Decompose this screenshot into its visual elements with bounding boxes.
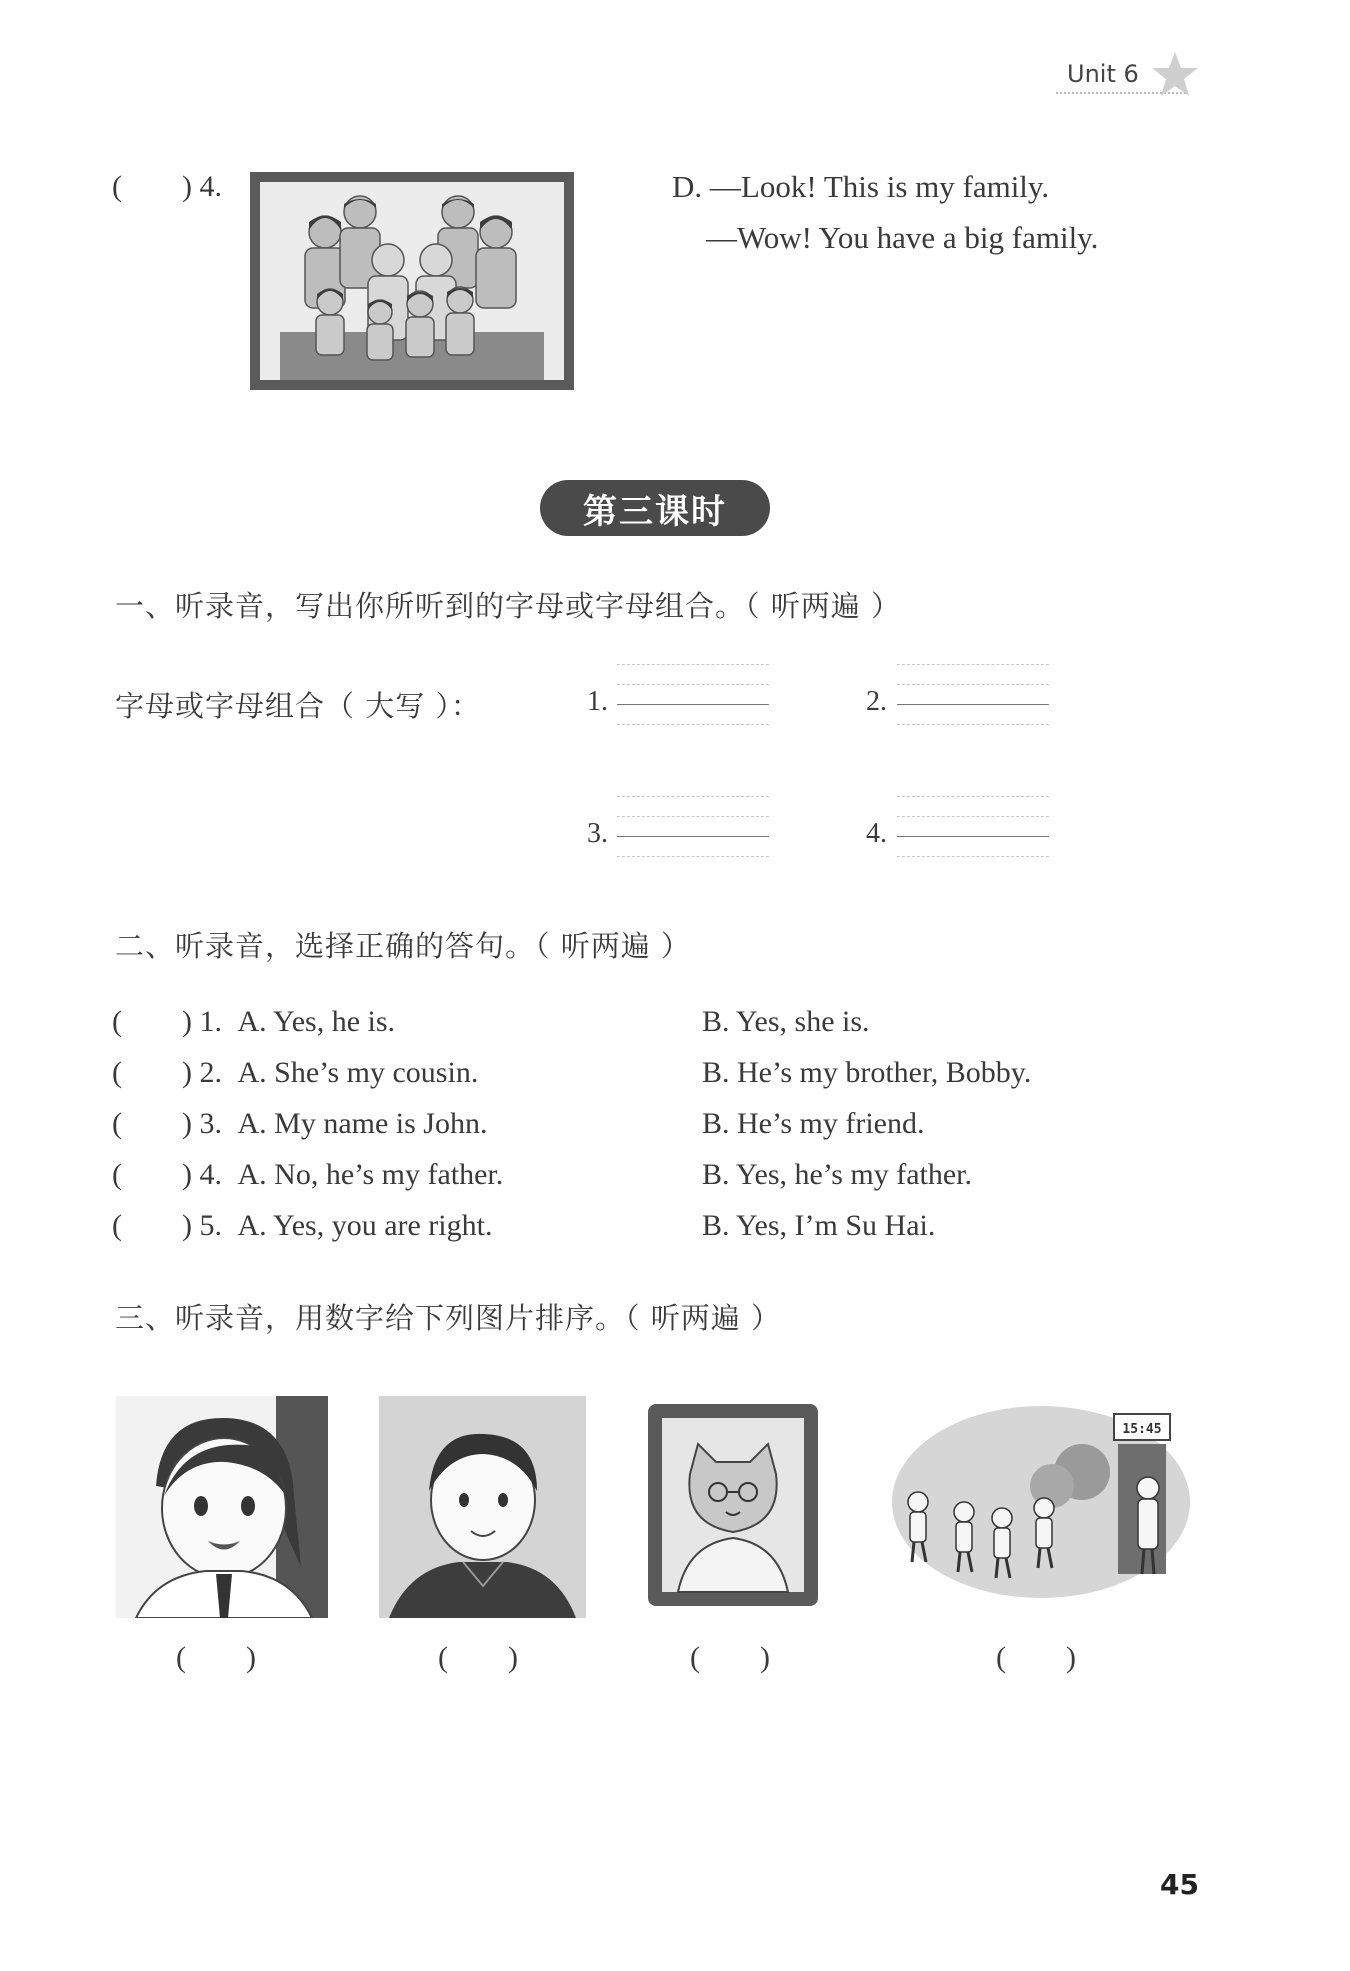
page-number: 45 xyxy=(1160,1868,1199,1901)
lesson-title: 第三课时 xyxy=(540,480,770,536)
section-2-title: 二、听录音，选择正确的答句。（ 听两遍 ） xyxy=(115,929,691,963)
blank-2-writing-lines[interactable] xyxy=(897,645,1049,725)
section-1-title: 一、听录音，写出你所听到的字母或字母组合。（ 听两遍 ） xyxy=(115,589,901,623)
dialog-line-1: —Look! This is my family. xyxy=(709,169,1050,204)
choice-item xyxy=(112,996,1112,1047)
question-4-number: ( ) 4. xyxy=(112,170,222,203)
choice-option-a: A. Yes, he is. xyxy=(237,1005,396,1038)
answer-blank-3[interactable]: ( ) xyxy=(690,1641,770,1674)
unit-label: Unit 6 xyxy=(1067,60,1139,88)
blank-4-writing-lines[interactable] xyxy=(897,777,1049,857)
picture-girl xyxy=(116,1396,328,1618)
choice-option-a: A. No, he’s my father. xyxy=(237,1158,504,1191)
blank-1-writing-lines[interactable] xyxy=(617,645,769,725)
blank-2-label: 2. xyxy=(866,686,887,717)
section-1-prompt: 字母或字母组合（ 大写 ）： xyxy=(115,689,481,723)
choice-option-b: B. Yes, I’m Su Hai. xyxy=(702,1209,936,1242)
dialog-line-2: —Wow! You have a big family. xyxy=(706,220,1099,255)
section-3-title: 三、听录音，用数字给下列图片排序。（ 听两遍 ） xyxy=(115,1301,781,1335)
choice-option-a: A. Yes, you are right. xyxy=(237,1209,493,1242)
choice-number[interactable]: ( ) 1. xyxy=(112,1005,222,1038)
choice-option-b: B. Yes, he’s my father. xyxy=(702,1158,972,1191)
choice-item xyxy=(112,1098,1112,1149)
blank-3-label: 3. xyxy=(587,818,608,849)
picture-boy xyxy=(379,1396,586,1618)
choice-option-a: A. My name is John. xyxy=(237,1107,488,1140)
blank-3-writing-lines[interactable] xyxy=(617,777,769,857)
option-d-letter: D. xyxy=(672,169,703,204)
choice-item xyxy=(112,1200,1112,1251)
picture-children-arriving xyxy=(892,1402,1190,1606)
blank-4-label: 4. xyxy=(866,818,887,849)
choice-item xyxy=(112,1047,1112,1098)
picture-cat-portrait xyxy=(648,1404,818,1606)
answer-blank-2[interactable]: ( ) xyxy=(438,1641,518,1674)
choice-number[interactable]: ( ) 3. xyxy=(112,1107,222,1140)
choice-option-b: B. He’s my friend. xyxy=(702,1107,925,1140)
choice-option-b: B. He’s my brother, Bobby. xyxy=(702,1056,1032,1089)
answer-blank-4[interactable]: ( ) xyxy=(996,1641,1076,1674)
family-picture xyxy=(260,182,564,380)
family-picture-frame xyxy=(250,172,574,390)
choice-item xyxy=(112,1149,1112,1200)
choice-option-b: B. Yes, she is. xyxy=(702,1005,870,1038)
choice-option-a: A. She’s my cousin. xyxy=(237,1056,479,1089)
answer-blank-1[interactable]: ( ) xyxy=(176,1641,256,1674)
choice-number[interactable]: ( ) 2. xyxy=(112,1056,222,1089)
clock-readout: 15:45 xyxy=(1122,1422,1162,1437)
choice-list xyxy=(112,996,1112,1251)
family-illustration xyxy=(260,182,564,380)
choice-number[interactable]: ( ) 4. xyxy=(112,1158,222,1191)
choice-number[interactable]: ( ) 5. xyxy=(112,1209,222,1242)
star-icon xyxy=(1150,50,1200,100)
option-d-line-1 xyxy=(672,162,1049,212)
blank-1-label: 1. xyxy=(587,686,608,717)
